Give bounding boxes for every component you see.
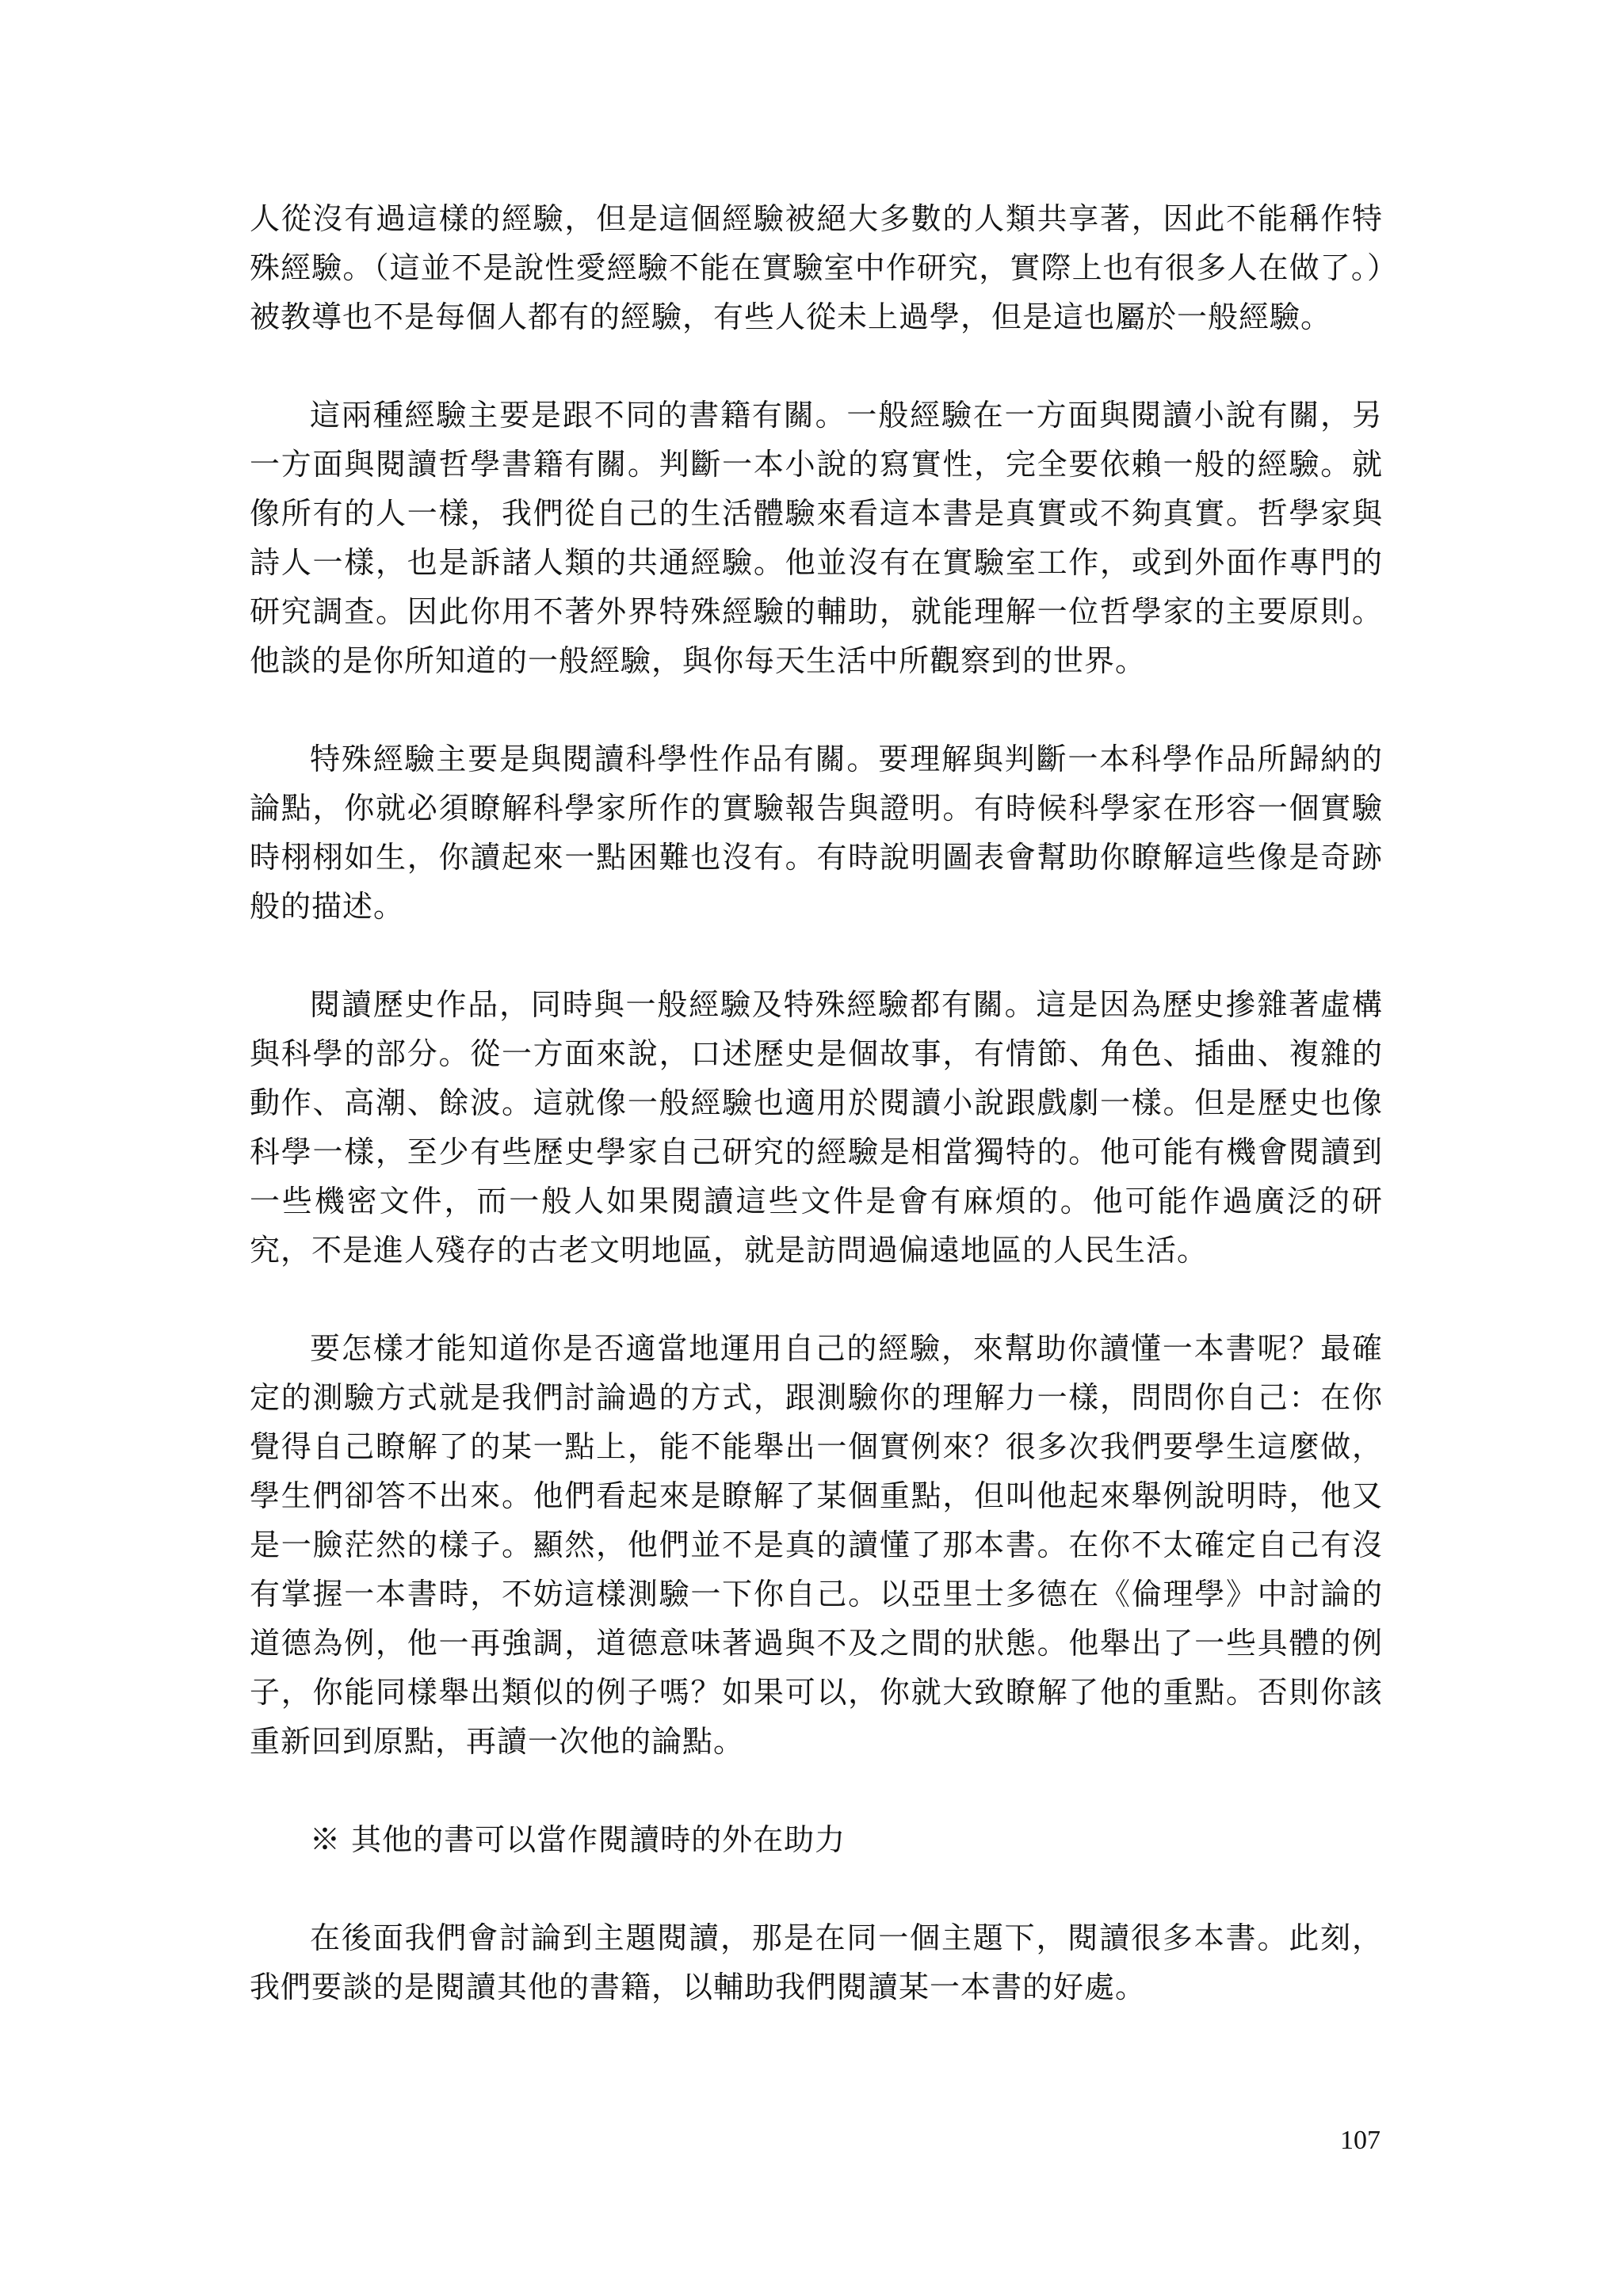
paragraph-two-kinds-of-experience: 這兩種經驗主要是跟不同的書籍有關。一般經驗在一方面與閱讀小說有關，另一方面與閱讀哲學書籍有關。判斷一本小說的寫實性，完全要依賴一般的經驗。就像所有的人一樣，我們從自己的生活體驗來看這本書是真實或不夠真實。哲學家與詩人一樣，也是訴諸人類的共通經驗。他並沒有在實驗室工作，或到外面作專門的研究調查。因此你用不著外界特殊經驗的輔助，就能理解一位哲學家的主要原則。他談的是你所知道的一般經驗，與你每天生活中所觀察到的世界。 (250, 398, 1383, 678)
paragraph-continued: 人從沒有過這樣的經驗，但是這個經驗被絕大多數的人類共享著，因此不能稱作特殊經驗。（這並不是說性愛經驗不能在實驗室中作研究，實際上也有很多人在做了。）被教導也不是每個人都有的經驗，有些人從未上過學，但是這也屬於一般經驗。 (250, 201, 1383, 334)
paragraph-spacer (250, 1275, 1383, 1324)
paragraph-spacer (250, 341, 1383, 391)
paragraph-spacer (250, 685, 1383, 734)
page-number: 107 (1340, 2126, 1381, 2155)
paragraph-closing: 在後面我們會討論到主題閱讀，那是在同一個主題下，閱讀很多本書。此刻，我們要談的是閱讀其他的書籍，以輔助我們閱讀某一本書的好處。 (250, 1920, 1383, 2004)
paragraph-spacer (250, 931, 1383, 980)
paragraph-test-experience: 要怎樣才能知道你是否適當地運用自己的經驗，來幫助你讀懂一本書呢？最確定的測驗方式就是我們討論過的方式，跟測驗你的理解力一樣，問問你自己：在你覺得自己瞭解了的某一點上，能不能舉出一個實例來？很多次我們要學生這麼做，學生們卻答不出來。他們看起來是瞭解了某個重點，但叫他起來舉例說明時，他又是一臉茫然的樣子。顯然，他們並不是真的讀懂了那本書。在你不太確定自己有沒有掌握一本書時，不妨這樣測驗一下你自己。以亞里士多德在《倫理學》中討論的道德為例，他一再強調，道德意味著過與不及之間的狀態。他舉出了一些具體的例子，你能同樣舉出類似的例子嗎？如果可以，你就大致瞭解了他的重點。否則你該重新回到原點，再讀一次他的論點。 (250, 1331, 1383, 1759)
section-heading: ※ 其他的書可以當作閱讀時的外在助力 (310, 1822, 846, 1857)
paragraph-spacer (250, 1766, 1383, 1815)
paragraph-history: 閱讀歷史作品，同時與一般經驗及特殊經驗都有關。這是因為歷史摻雜著虛構與科學的部分。從一方面來說，口述歷史是個故事，有情節、角色、插曲、複雜的動作、高潮、餘波。這就像一般經驗也適用於閱讀小說跟戲劇一樣。但是歷史也像科學一樣，至少有些歷史學家自己研究的經驗是相當獨特的。他可能有機會閱讀到一些機密文件，而一般人如果閱讀這些文件是會有麻煩的。他可能作過廣泛的研究，不是進人殘存的古老文明地區，就是訪問過偏遠地區的人民生活。 (250, 987, 1383, 1268)
body-text (250, 194, 1383, 2012)
paragraph-special-experience: 特殊經驗主要是與閱讀科學性作品有關。要理解與判斷一本科學作品所歸納的論點，你就必須瞭解科學家所作的實驗報告與證明。有時候科學家在形容一個實驗時栩栩如生，你讀起來一點困難也沒有。有時說明圖表會幫助你瞭解這些像是奇跡般的描述。 (250, 742, 1383, 924)
paragraph-spacer (250, 1864, 1383, 1913)
